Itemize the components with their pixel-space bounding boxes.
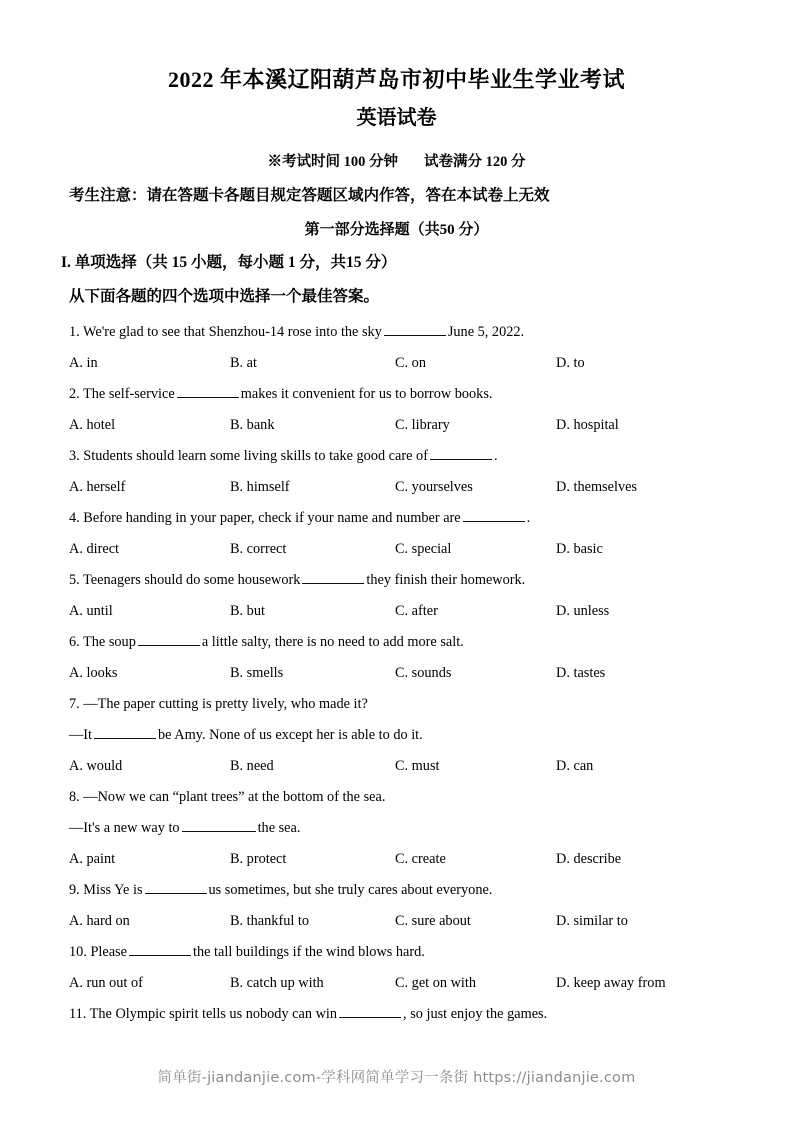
question-stem: [69, 441, 738, 472]
question-stem-after: be Amy. None of us except her is able to do it.: [158, 727, 423, 743]
option-b[interactable]: B. need: [230, 758, 274, 774]
answer-blank: [138, 634, 200, 646]
option-row: [69, 844, 738, 875]
option-c[interactable]: C. create: [395, 851, 446, 867]
option-b[interactable]: B. at: [230, 355, 258, 371]
question-stem-after: , so just enjoy the games.: [403, 1006, 548, 1022]
footer-watermark: 简单街-jiandanjie.com-学科网简单学习一条街 https://jiandanjie.com: [157, 1070, 636, 1086]
option-row: [69, 906, 738, 937]
question-list: [55, 317, 738, 1030]
option-row: [69, 410, 738, 441]
answer-blank: [302, 572, 364, 584]
option-b[interactable]: B. bank: [230, 417, 275, 433]
part-heading: 第一部分选择题（共50 分）: [304, 222, 489, 238]
exam-meta: [55, 151, 738, 173]
option-row: [69, 658, 738, 689]
option-d[interactable]: D. to: [556, 355, 585, 371]
question-stem-after: .: [526, 510, 531, 526]
question-stem-after: June 5, 2022.: [447, 324, 525, 340]
option-b[interactable]: B. but: [230, 603, 265, 619]
option-a[interactable]: A. in: [69, 355, 98, 371]
question-stem-before: 9. Miss Ye is: [69, 882, 143, 898]
page-title: 2022 年本溪辽阳葫芦岛市初中毕业生学业考试: [167, 67, 625, 92]
option-d[interactable]: D. keep away from: [556, 975, 666, 991]
question-stem-before: 4. Before handing in your paper, check if your name and number are: [69, 510, 461, 526]
option-c[interactable]: C. library: [395, 417, 450, 433]
option-b[interactable]: B. thankful to: [230, 913, 310, 929]
question-stem: [69, 720, 738, 751]
candidate-notice: 考生注意：请在答题卡各题目规定答题区域内作答，答在本试卷上无效: [69, 187, 550, 204]
question-stem: [69, 999, 738, 1030]
exam-duration: ※考试时间 100 分钟: [267, 154, 398, 170]
question-stem: [69, 813, 738, 844]
question-stem-after: they finish their homework.: [366, 572, 526, 588]
question-stem-after: .: [493, 448, 498, 464]
question-stem-after: a little salty, there is no need to add more salt.: [201, 634, 464, 650]
answer-blank: [129, 944, 191, 956]
option-row: [69, 968, 738, 999]
option-d[interactable]: D. basic: [556, 541, 603, 557]
question-stem-before: 11. The Olympic spirit tells us nobody can win: [69, 1006, 338, 1022]
question-stem-after: makes it convenient for us to borrow books.: [240, 386, 493, 402]
option-c[interactable]: C. must: [395, 758, 440, 774]
question-stem-after: us sometimes, but she truly cares about everyone.: [208, 882, 493, 898]
question-stem-before: —It: [69, 727, 93, 743]
question-stem-before: 6. The soup: [69, 634, 136, 650]
answer-blank: [145, 882, 207, 894]
answer-blank: [463, 510, 525, 522]
option-c[interactable]: C. sounds: [395, 665, 452, 681]
question-stem-after: the sea.: [257, 820, 301, 836]
option-a[interactable]: A. run out of: [69, 975, 143, 991]
section-directions: 从下面各题的四个选项中选择一个最佳答案。: [69, 288, 380, 305]
answer-blank: [94, 727, 156, 739]
option-a[interactable]: A. paint: [69, 851, 116, 867]
option-a[interactable]: A. would: [69, 758, 123, 774]
option-d[interactable]: D. similar to: [556, 913, 628, 929]
option-row: [69, 348, 738, 379]
option-b[interactable]: B. protect: [230, 851, 287, 867]
option-d[interactable]: D. describe: [556, 851, 622, 867]
question-stem: [69, 875, 738, 906]
question-stem-before: 2. The self-service: [69, 386, 175, 402]
question-stem-before: —It's a new way to: [69, 820, 180, 836]
option-a[interactable]: A. herself: [69, 479, 126, 495]
option-b[interactable]: B. catch up with: [230, 975, 324, 991]
option-row: [69, 596, 738, 627]
question-stem-before: 10. Please: [69, 944, 127, 960]
option-c[interactable]: C. special: [395, 541, 452, 557]
option-row: [69, 751, 738, 782]
option-c[interactable]: C. get on with: [395, 975, 477, 991]
option-a[interactable]: A. looks: [69, 665, 118, 681]
question-stem: [69, 379, 738, 410]
option-c[interactable]: C. on: [395, 355, 426, 371]
question-stem: [69, 317, 738, 348]
section-heading: I. 单项选择（共 15 小题，每小题 1 分，共15 分）: [61, 254, 397, 271]
question-stem-before: 5. Teenagers should do some housework: [69, 572, 301, 588]
option-row: [69, 472, 738, 503]
question-stem-before: 1. We're glad to see that Shenzhou-14 rose into the sky: [69, 324, 382, 340]
answer-blank: [182, 820, 256, 832]
option-row: [69, 534, 738, 565]
option-d[interactable]: D. tastes: [556, 665, 606, 681]
question-stem: [69, 937, 738, 968]
question-stem-after: the tall buildings if the wind blows hard.: [192, 944, 425, 960]
option-d[interactable]: D. unless: [556, 603, 610, 619]
option-a[interactable]: A. hard on: [69, 913, 130, 929]
option-c[interactable]: C. yourselves: [395, 479, 473, 495]
option-c[interactable]: C. after: [395, 603, 438, 619]
answer-blank: [177, 386, 239, 398]
option-d[interactable]: D. themselves: [556, 479, 637, 495]
answer-blank: [430, 448, 492, 460]
page-subtitle: 英语试卷: [356, 107, 437, 129]
option-b[interactable]: B. correct: [230, 541, 287, 557]
question-stem: [69, 565, 738, 596]
option-d[interactable]: D. hospital: [556, 417, 619, 433]
option-b[interactable]: B. smells: [230, 665, 284, 681]
question-stem: [69, 503, 738, 534]
answer-blank: [339, 1006, 401, 1018]
question-stem-before: 3. Students should learn some living skills to take good care of: [69, 448, 428, 464]
option-c[interactable]: C. sure about: [395, 913, 471, 929]
option-a[interactable]: A. hotel: [69, 417, 116, 433]
question-stem: [69, 627, 738, 658]
option-a[interactable]: A. until: [69, 603, 113, 619]
option-d[interactable]: D. can: [556, 758, 594, 774]
answer-blank: [384, 324, 446, 336]
question-stem-lead: 7. —The paper cutting is pretty lively, who made it?: [69, 696, 368, 712]
exam-total-score: 试卷满分 120 分: [424, 154, 526, 170]
option-b[interactable]: B. himself: [230, 479, 290, 495]
option-a[interactable]: A. direct: [69, 541, 120, 557]
question-stem-lead: 8. —Now we can “plant trees” at the bottom of the sea.: [69, 789, 386, 805]
